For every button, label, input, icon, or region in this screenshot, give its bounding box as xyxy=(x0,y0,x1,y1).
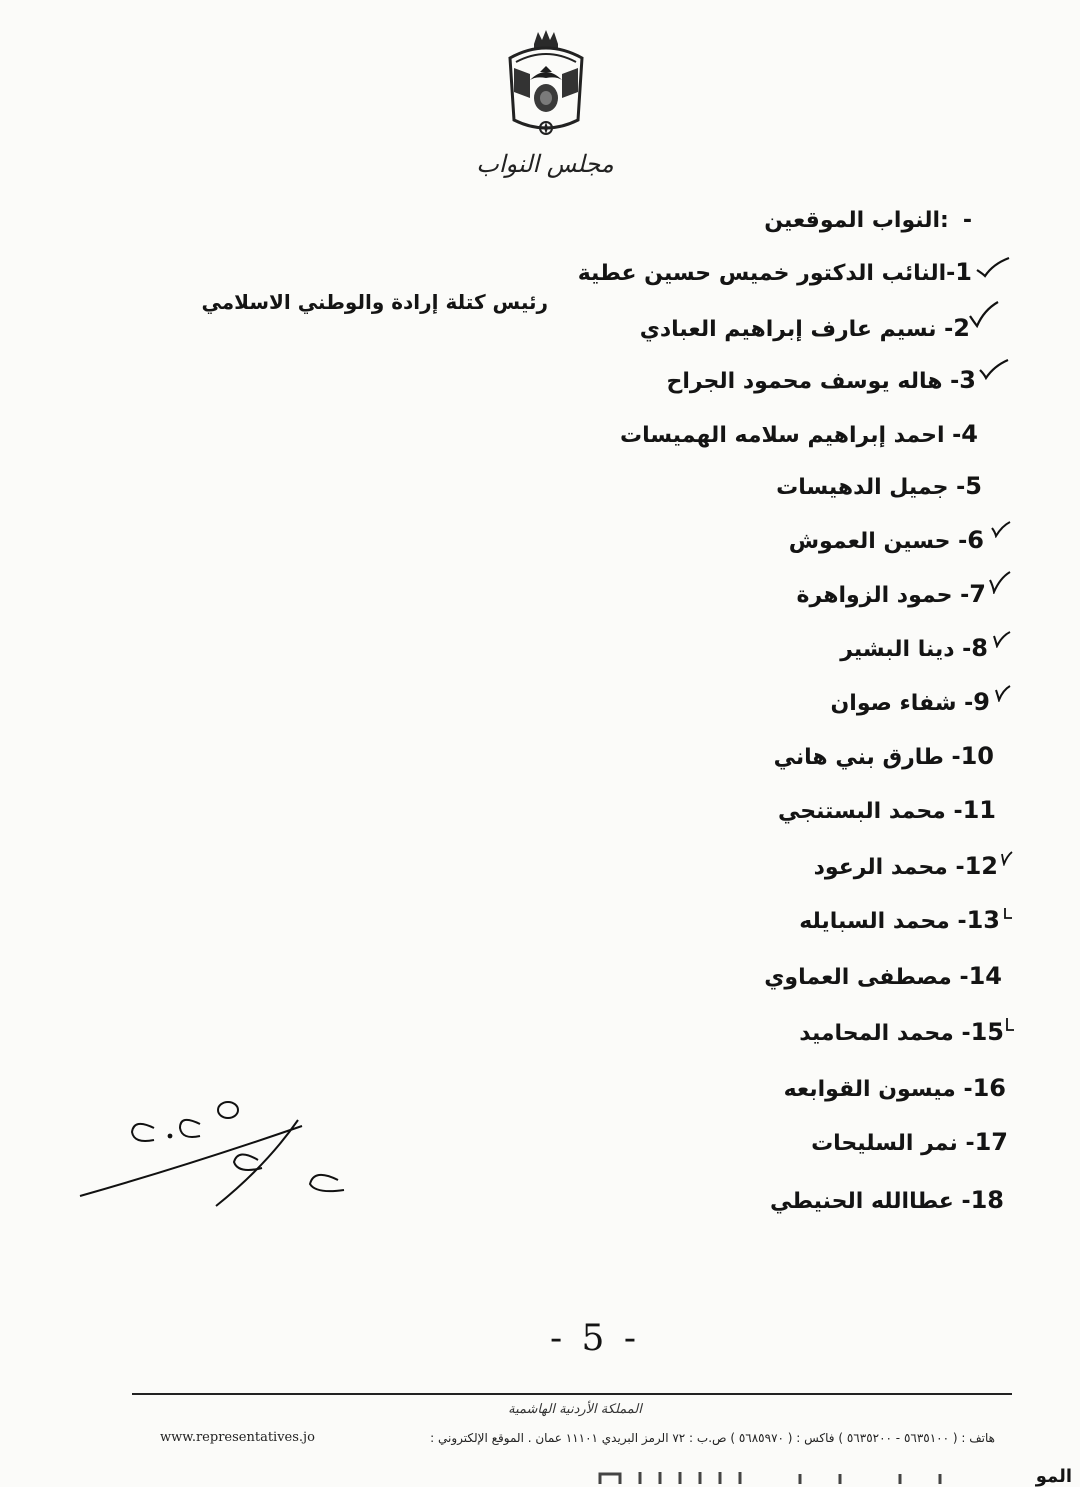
deputy-name: - حسين العموش xyxy=(788,529,968,554)
deputy-name: - محمد البستنجي xyxy=(777,799,963,824)
check-mark-icon xyxy=(968,300,1000,328)
deputy-name: - جميل الدهيسات xyxy=(776,475,966,500)
item-number: 13 xyxy=(966,906,1000,934)
bloc-note: رئيس كتلة إرادة والوطني الاسلامي xyxy=(201,290,548,314)
council-name: مجلس النواب xyxy=(476,150,614,178)
footer-divider xyxy=(132,1393,1012,1395)
footer-contact xyxy=(160,1430,995,1445)
handwritten-date: ٢/٢ xyxy=(236,1186,238,1187)
list-item xyxy=(666,366,976,394)
deputy-name: - احمد إبراهيم سلامه الهميسات xyxy=(620,423,962,448)
list-item xyxy=(811,1128,1008,1156)
deputy-name: - نمر السليحات xyxy=(811,1131,975,1156)
kingdom-name: المملكة الأردنية الهاشمية xyxy=(508,1402,642,1417)
deputy-name: - طارق بني هاني xyxy=(773,745,961,770)
heading-dash: - xyxy=(962,208,972,233)
item-number: 2 xyxy=(953,314,970,342)
list-item xyxy=(776,472,982,500)
deputy-name: - هاله يوسف محمود الجراح xyxy=(666,369,960,394)
item-number: 5 xyxy=(965,472,982,500)
coat-of-arms-icon xyxy=(500,28,592,146)
deputy-name: - مصطفى العماوي xyxy=(764,965,969,990)
website-link[interactable]: www.representatives.jo xyxy=(160,1430,315,1445)
deputy-name: - عطاالله الحنيطي xyxy=(769,1189,971,1214)
list-item xyxy=(778,796,996,824)
check-mark-icon xyxy=(975,256,1011,278)
deputy-name: - محمد المحاميد xyxy=(799,1021,971,1046)
item-number: 17 xyxy=(974,1128,1008,1156)
list-item xyxy=(764,962,1002,990)
list-item xyxy=(797,580,986,608)
next-page-fragment: المو xyxy=(1035,1466,1072,1487)
list-item xyxy=(840,634,988,662)
item-number: 9 xyxy=(973,688,990,716)
check-mark-icon xyxy=(994,684,1012,702)
item-number: 11 xyxy=(962,796,996,824)
handwritten-time: ٢.٢٥ xyxy=(136,1126,138,1127)
item-number: 1 xyxy=(955,258,972,286)
item-number: 7 xyxy=(969,580,986,608)
list-item xyxy=(789,526,984,554)
item-number: 16 xyxy=(972,1074,1006,1102)
item-number: 6 xyxy=(967,526,984,554)
item-number: 4 xyxy=(961,420,978,448)
check-mark-icon xyxy=(1004,1016,1016,1034)
deputy-name: - نسيم عارف إبراهيم العبادي xyxy=(639,317,954,342)
deputy-name: - شفاء صوان xyxy=(830,691,974,716)
item-number: 18 xyxy=(970,1186,1004,1214)
check-mark-icon xyxy=(978,358,1010,380)
list-item xyxy=(831,688,991,716)
deputy-name: - محمد السبايله xyxy=(799,909,967,934)
item-number: 3 xyxy=(959,366,976,394)
handwritten-annotation xyxy=(76,1096,356,1222)
list-item xyxy=(814,852,998,880)
list-item xyxy=(799,1018,1004,1046)
deputy-name: - محمد الرعود xyxy=(813,855,965,880)
deputy-name: - حمود الزواهرة xyxy=(796,583,970,608)
check-mark-icon xyxy=(988,570,1012,594)
deputy-name: - ميسون القوابعه xyxy=(783,1077,973,1102)
list-item xyxy=(620,420,978,448)
list-item xyxy=(784,1074,1006,1102)
check-mark-icon xyxy=(992,630,1012,648)
heading-text: :النواب الموقعين xyxy=(764,208,949,233)
item-number: 8 xyxy=(971,634,988,662)
deputy-name: -النائب الدكتور خميس حسين عطية xyxy=(577,261,956,286)
page-number: - 5 - xyxy=(549,1318,641,1359)
list-item xyxy=(578,258,972,286)
list-item xyxy=(799,906,1000,934)
check-mark-icon xyxy=(1002,906,1014,922)
contact-details: هاتف : ( ٥٦٣٥١٠٠ - ٥٦٣٥٢٠٠ ) فاكس : ( ٥٦٨٥٩٧٠ ) ص.ب : ٧٢ الرمز البريدي ١١١٠١ عمان . الموقع الإلكتروني : xyxy=(430,1430,995,1445)
deputy-name: - دينا البشير xyxy=(840,637,972,662)
check-mark-icon xyxy=(990,520,1012,538)
item-number: 12 xyxy=(964,852,998,880)
check-mark-icon xyxy=(1000,850,1014,866)
signatories-heading xyxy=(764,208,972,233)
list-item xyxy=(640,314,970,342)
item-number: 10 xyxy=(960,742,994,770)
item-number: 14 xyxy=(968,962,1002,990)
list-item xyxy=(774,742,994,770)
next-page-edge xyxy=(300,1468,1080,1484)
item-number: 15 xyxy=(970,1018,1004,1046)
list-item xyxy=(770,1186,1004,1214)
